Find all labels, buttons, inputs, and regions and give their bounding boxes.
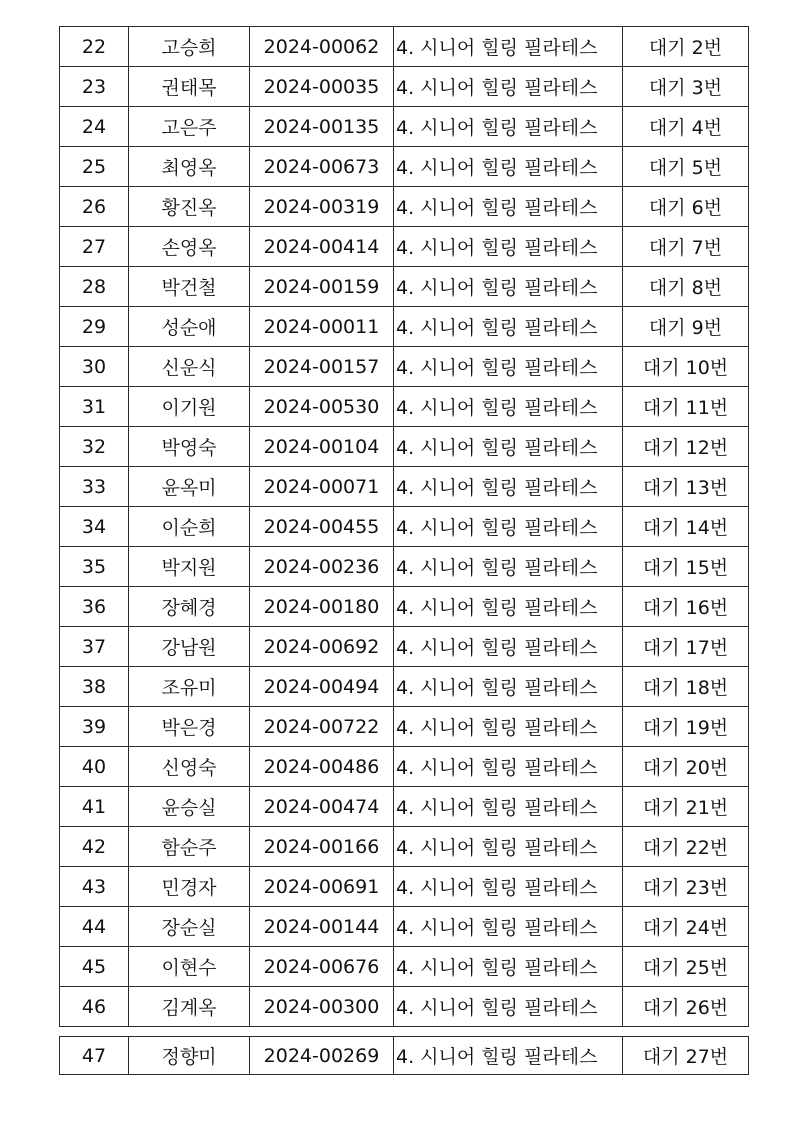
application-id: 2024-00673	[250, 147, 394, 187]
applicant-name: 박지원	[129, 547, 250, 587]
table-row	[60, 707, 749, 747]
course-name: 4. 시니어 힐링 필라테스	[394, 187, 623, 227]
waitlist-number: 대기 23번	[623, 867, 749, 907]
course-name: 4. 시니어 힐링 필라테스	[394, 907, 623, 947]
row-number: 37	[60, 627, 129, 667]
waitlist-number: 대기 10번	[623, 347, 749, 387]
application-id: 2024-00722	[250, 707, 394, 747]
table-row	[60, 1037, 749, 1075]
table-row	[60, 267, 749, 307]
application-id: 2024-00104	[250, 427, 394, 467]
application-id: 2024-00071	[250, 467, 394, 507]
waitlist-number: 대기 14번	[623, 507, 749, 547]
waitlist-number: 대기 25번	[623, 947, 749, 987]
waitlist-number: 대기 13번	[623, 467, 749, 507]
course-name: 4. 시니어 힐링 필라테스	[394, 147, 623, 187]
applicant-name: 이순희	[129, 507, 250, 547]
table-row	[60, 907, 749, 947]
row-number: 31	[60, 387, 129, 427]
course-name: 4. 시니어 힐링 필라테스	[394, 387, 623, 427]
table-row	[60, 787, 749, 827]
applicant-name: 김계옥	[129, 987, 250, 1027]
row-number: 36	[60, 587, 129, 627]
waitlist-number: 대기 4번	[623, 107, 749, 147]
waitlist-number: 대기 7번	[623, 227, 749, 267]
application-id: 2024-00455	[250, 507, 394, 547]
course-name: 4. 시니어 힐링 필라테스	[394, 587, 623, 627]
applicant-name: 손영옥	[129, 227, 250, 267]
applicant-name: 박은경	[129, 707, 250, 747]
row-number: 27	[60, 227, 129, 267]
table-row	[60, 587, 749, 627]
applicant-name: 민경자	[129, 867, 250, 907]
waitlist-number: 대기 26번	[623, 987, 749, 1027]
row-number: 23	[60, 67, 129, 107]
applicant-name: 장혜경	[129, 587, 250, 627]
application-id: 2024-00530	[250, 387, 394, 427]
waitlist-number: 대기 5번	[623, 147, 749, 187]
table-row	[60, 947, 749, 987]
application-id: 2024-00494	[250, 667, 394, 707]
row-number: 47	[60, 1037, 129, 1075]
application-id: 2024-00159	[250, 267, 394, 307]
waitlist-number: 대기 24번	[623, 907, 749, 947]
application-id: 2024-00486	[250, 747, 394, 787]
application-id: 2024-00062	[250, 27, 394, 67]
application-id: 2024-00135	[250, 107, 394, 147]
applicant-name: 윤승실	[129, 787, 250, 827]
row-number: 34	[60, 507, 129, 547]
applicant-name: 장순실	[129, 907, 250, 947]
course-name: 4. 시니어 힐링 필라테스	[394, 467, 623, 507]
applicant-name: 윤옥미	[129, 467, 250, 507]
applicant-name: 신영숙	[129, 747, 250, 787]
table-row	[60, 347, 749, 387]
application-id: 2024-00157	[250, 347, 394, 387]
table-row	[60, 547, 749, 587]
table-row	[60, 187, 749, 227]
table-row	[60, 67, 749, 107]
waitlist-number: 대기 2번	[623, 27, 749, 67]
applicant-name: 정향미	[129, 1037, 250, 1075]
row-number: 28	[60, 267, 129, 307]
waitlist-number: 대기 22번	[623, 827, 749, 867]
course-name: 4. 시니어 힐링 필라테스	[394, 507, 623, 547]
waitlist-table	[59, 26, 749, 1027]
course-name: 4. 시니어 힐링 필라테스	[394, 867, 623, 907]
course-name: 4. 시니어 힐링 필라테스	[394, 1037, 623, 1075]
course-name: 4. 시니어 힐링 필라테스	[394, 107, 623, 147]
row-number: 26	[60, 187, 129, 227]
table-row	[60, 227, 749, 267]
applicant-name: 고승희	[129, 27, 250, 67]
row-number: 45	[60, 947, 129, 987]
course-name: 4. 시니어 힐링 필라테스	[394, 347, 623, 387]
application-id: 2024-00676	[250, 947, 394, 987]
row-number: 30	[60, 347, 129, 387]
waitlist-number: 대기 15번	[623, 547, 749, 587]
waitlist-number: 대기 20번	[623, 747, 749, 787]
course-name: 4. 시니어 힐링 필라테스	[394, 547, 623, 587]
application-id: 2024-00180	[250, 587, 394, 627]
table-row	[60, 507, 749, 547]
waitlist-number: 대기 18번	[623, 667, 749, 707]
table-row	[60, 667, 749, 707]
application-id: 2024-00691	[250, 867, 394, 907]
row-number: 39	[60, 707, 129, 747]
table-row	[60, 867, 749, 907]
application-id: 2024-00144	[250, 907, 394, 947]
course-name: 4. 시니어 힐링 필라테스	[394, 67, 623, 107]
table-row	[60, 627, 749, 667]
application-id: 2024-00269	[250, 1037, 394, 1075]
row-number: 43	[60, 867, 129, 907]
applicant-name: 조유미	[129, 667, 250, 707]
application-id: 2024-00011	[250, 307, 394, 347]
waitlist-table-continued	[59, 1036, 749, 1075]
row-number: 38	[60, 667, 129, 707]
applicant-name: 이현수	[129, 947, 250, 987]
applicant-name: 박건철	[129, 267, 250, 307]
applicant-name: 고은주	[129, 107, 250, 147]
course-name: 4. 시니어 힐링 필라테스	[394, 627, 623, 667]
row-number: 35	[60, 547, 129, 587]
application-id: 2024-00035	[250, 67, 394, 107]
applicant-name: 강남원	[129, 627, 250, 667]
waitlist-number: 대기 21번	[623, 787, 749, 827]
table-row	[60, 427, 749, 467]
course-name: 4. 시니어 힐링 필라테스	[394, 747, 623, 787]
application-id: 2024-00300	[250, 987, 394, 1027]
course-name: 4. 시니어 힐링 필라테스	[394, 947, 623, 987]
applicant-name: 최영옥	[129, 147, 250, 187]
course-name: 4. 시니어 힐링 필라테스	[394, 27, 623, 67]
table-row	[60, 27, 749, 67]
applicant-name: 박영숙	[129, 427, 250, 467]
course-name: 4. 시니어 힐링 필라테스	[394, 707, 623, 747]
applicant-name: 황진옥	[129, 187, 250, 227]
applicant-name: 성순애	[129, 307, 250, 347]
row-number: 44	[60, 907, 129, 947]
table-row	[60, 747, 749, 787]
course-name: 4. 시니어 힐링 필라테스	[394, 987, 623, 1027]
waitlist-number: 대기 19번	[623, 707, 749, 747]
applicant-name: 이기원	[129, 387, 250, 427]
waitlist-number: 대기 16번	[623, 587, 749, 627]
waitlist-table-body	[60, 27, 749, 1027]
applicant-name: 함순주	[129, 827, 250, 867]
applicant-name: 권태목	[129, 67, 250, 107]
table-row	[60, 467, 749, 507]
course-name: 4. 시니어 힐링 필라테스	[394, 427, 623, 467]
row-number: 29	[60, 307, 129, 347]
waitlist-number: 대기 3번	[623, 67, 749, 107]
row-number: 22	[60, 27, 129, 67]
course-name: 4. 시니어 힐링 필라테스	[394, 787, 623, 827]
waitlist-number: 대기 8번	[623, 267, 749, 307]
waitlist-number: 대기 6번	[623, 187, 749, 227]
waitlist-number: 대기 11번	[623, 387, 749, 427]
application-id: 2024-00319	[250, 187, 394, 227]
application-id: 2024-00474	[250, 787, 394, 827]
application-id: 2024-00166	[250, 827, 394, 867]
table-row	[60, 987, 749, 1027]
row-number: 24	[60, 107, 129, 147]
row-number: 46	[60, 987, 129, 1027]
waitlist-number: 대기 27번	[623, 1037, 749, 1075]
row-number: 25	[60, 147, 129, 187]
table-row	[60, 307, 749, 347]
row-number: 41	[60, 787, 129, 827]
row-number: 32	[60, 427, 129, 467]
applicant-name: 신운식	[129, 347, 250, 387]
course-name: 4. 시니어 힐링 필라테스	[394, 267, 623, 307]
waitlist-number: 대기 17번	[623, 627, 749, 667]
course-name: 4. 시니어 힐링 필라테스	[394, 827, 623, 867]
table-row	[60, 107, 749, 147]
table-row	[60, 827, 749, 867]
course-name: 4. 시니어 힐링 필라테스	[394, 227, 623, 267]
application-id: 2024-00692	[250, 627, 394, 667]
waitlist-number: 대기 9번	[623, 307, 749, 347]
application-id: 2024-00236	[250, 547, 394, 587]
course-name: 4. 시니어 힐링 필라테스	[394, 307, 623, 347]
row-number: 42	[60, 827, 129, 867]
table-row	[60, 147, 749, 187]
course-name: 4. 시니어 힐링 필라테스	[394, 667, 623, 707]
table-row	[60, 387, 749, 427]
row-number: 33	[60, 467, 129, 507]
application-id: 2024-00414	[250, 227, 394, 267]
waitlist-number: 대기 12번	[623, 427, 749, 467]
row-number: 40	[60, 747, 129, 787]
